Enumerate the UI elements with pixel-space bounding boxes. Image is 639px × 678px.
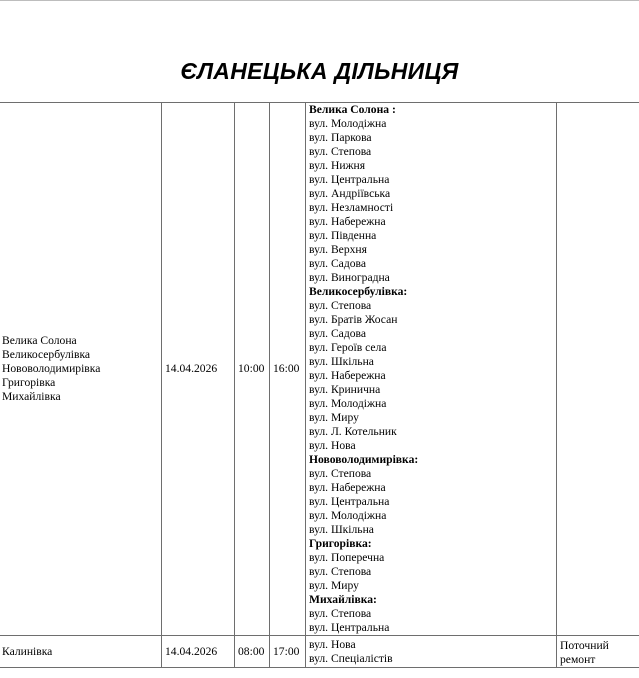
- table-row: [0, 636, 639, 668]
- street-item: вул. Незламності: [309, 201, 394, 214]
- street-item: вул. Набережна: [309, 481, 386, 494]
- settlement-heading: Нововолодимирівка:: [309, 453, 419, 466]
- street-item: вул. Нова: [309, 637, 356, 651]
- settlement-name: Григорівка: [2, 376, 56, 389]
- street-item: вул. Верхня: [309, 243, 367, 256]
- settlements-cell: [0, 103, 162, 636]
- settlements-cell: [0, 636, 162, 668]
- street-item: вул. Кринична: [309, 383, 381, 396]
- street-item: вул. Центральна: [309, 173, 390, 186]
- street-item: вул. Нижня: [309, 159, 366, 172]
- settlement-name: Калинівка: [2, 644, 53, 658]
- settlement-heading: Великосербулівка:: [309, 285, 408, 298]
- start-time-cell: 10:00: [235, 103, 270, 636]
- street-item: вул. Андріївська: [309, 187, 391, 200]
- start-time-cell: 08:00: [235, 636, 270, 668]
- street-item: вул. Спеціалістів: [309, 651, 393, 665]
- street-item: вул. Степова: [309, 467, 372, 480]
- street-item: вул. Миру: [309, 411, 359, 424]
- street-item: вул. Степова: [309, 565, 372, 578]
- settlement-name: Нововолодимирівка: [2, 362, 101, 375]
- street-item: вул. Паркова: [309, 131, 372, 144]
- street-item: вул. Центральна: [309, 621, 390, 634]
- street-item: вул. Садова: [309, 257, 366, 270]
- top-rule: [0, 0, 639, 1]
- street-item: вул. Шкільна: [309, 355, 374, 368]
- street-item: вул. Садова: [309, 327, 366, 340]
- street-item: вул. Степова: [309, 145, 372, 158]
- outage-schedule-table: [0, 102, 639, 668]
- street-item: вул. Шкільна: [309, 523, 374, 536]
- streets-cell: [306, 636, 557, 668]
- settlement-name: Велика Солона: [2, 334, 77, 347]
- street-item: вул. Героїв села: [309, 341, 387, 354]
- street-item: вул. Південна: [309, 229, 377, 242]
- street-item: вул. Л. Котельник: [309, 425, 397, 438]
- street-item: вул. Молодіжна: [309, 397, 387, 410]
- street-item: вул. Центральна: [309, 495, 390, 508]
- end-time-cell: 17:00: [270, 636, 306, 668]
- streets-cell: [306, 103, 557, 636]
- street-item: вул. Набережна: [309, 369, 386, 382]
- reason-cell: [557, 103, 639, 636]
- table-row: [0, 103, 639, 636]
- street-item: вул. Поперечна: [309, 551, 385, 564]
- street-item: вул. Степова: [309, 607, 372, 620]
- settlement-name: Великосербулівка: [2, 348, 91, 361]
- reason-cell: Поточний ремонт: [557, 636, 639, 668]
- street-item: вул. Миру: [309, 579, 359, 592]
- street-item: вул. Степова: [309, 299, 372, 312]
- street-item: вул. Молодіжна: [309, 117, 387, 130]
- settlement-heading: Михайлівка:: [309, 593, 377, 606]
- page-title: ЄЛАНЕЦЬКА ДІЛЬНИЦЯ: [180, 58, 459, 84]
- date-cell: 14.04.2026: [162, 103, 235, 636]
- street-item: вул. Нова: [309, 439, 356, 452]
- street-item: вул. Молодіжна: [309, 509, 387, 522]
- settlement-name: Михайлівка: [2, 390, 61, 403]
- date-cell: 14.04.2026: [162, 636, 235, 668]
- end-time-cell: 16:00: [270, 103, 306, 636]
- street-item: вул. Набережна: [309, 215, 386, 228]
- settlement-heading: Велика Солона :: [309, 103, 396, 116]
- street-item: вул. Виноградна: [309, 271, 390, 284]
- street-item: вул. Братів Жосан: [309, 313, 398, 326]
- settlement-heading: Григорівка:: [309, 537, 372, 550]
